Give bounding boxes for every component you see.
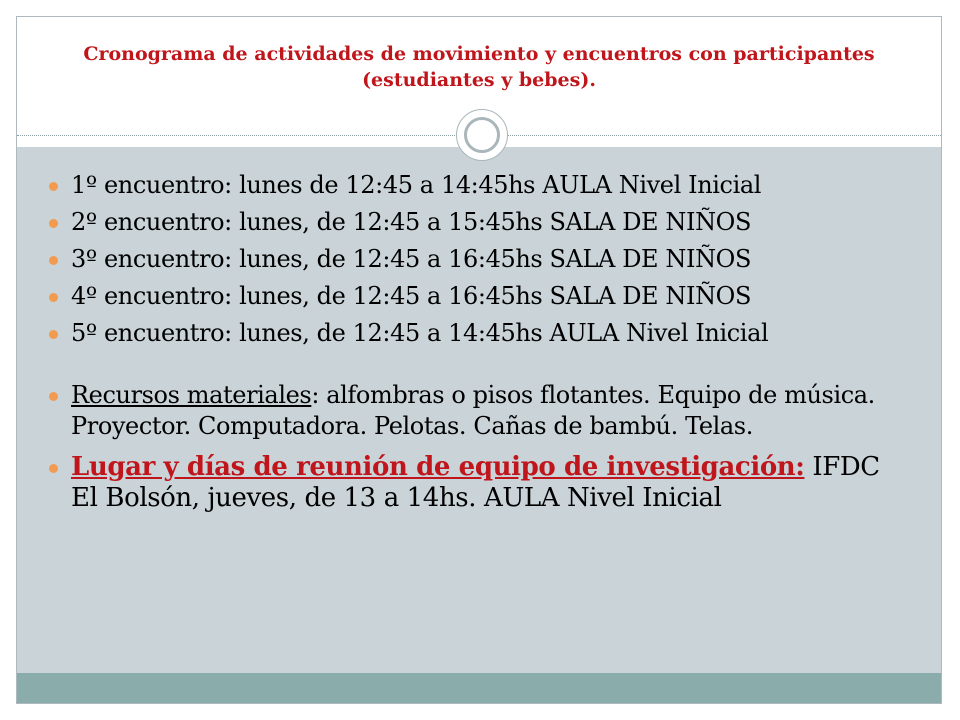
- lugar-label: Lugar y días de reunión de equipo de investigación:: [71, 452, 805, 482]
- lugar-text: IFDC El Bolsón, jueves, de 13 a 14hs. AULA Nivel Inicial: [71, 452, 880, 513]
- circle-ornament-icon: [456, 109, 508, 161]
- list-item-encuentro-1: [49, 167, 899, 204]
- recursos-text: : alfombras o pisos flotantes. Equipo de música. Proyector. Computadora. Pelotas. Cañas de bambú. Telas.: [71, 381, 875, 440]
- list-item-lugar: [49, 452, 899, 514]
- encuentro-text: 1º encuentro: lunes de 12:45 a 14:45hs AULA Nivel Inicial: [71, 171, 762, 199]
- encuentro-text: 4º encuentro: lunes, de 12:45 a 16:45hs SALA DE NIÑOS: [71, 282, 752, 310]
- list-item-recursos: [49, 380, 899, 442]
- bullet-dot-icon: [49, 219, 58, 228]
- bullet-dot-icon: [49, 330, 58, 339]
- bullet-list: [49, 167, 899, 514]
- bullet-dot-icon: [49, 392, 58, 401]
- list-item-encuentro-2: [49, 204, 899, 241]
- bullet-dot-icon: [49, 464, 58, 473]
- circle-ornament-inner: [464, 117, 500, 153]
- footer-band: [17, 673, 941, 704]
- list-item-encuentro-5: [49, 315, 899, 352]
- list-item-encuentro-3: [49, 241, 899, 278]
- encuentro-text: 2º encuentro: lunes, de 12:45 a 15:45hs SALA DE NIÑOS: [71, 208, 752, 236]
- bullet-dot-icon: [49, 293, 58, 302]
- encuentro-text: 5º encuentro: lunes, de 12:45 a 14:45hs AULA Nivel Inicial: [71, 319, 769, 347]
- list-item-encuentro-4: [49, 278, 899, 315]
- slide-frame: [16, 16, 942, 704]
- slide-title: Cronograma de actividades de movimiento y encuentros con participantes (estudiantes y bebes).: [83, 43, 875, 91]
- bullet-dot-icon: [49, 182, 58, 191]
- recursos-label: Recursos materiales: [71, 381, 312, 409]
- encuentro-text: 3º encuentro: lunes, de 12:45 a 16:45hs SALA DE NIÑOS: [71, 245, 752, 273]
- bullet-dot-icon: [49, 256, 58, 265]
